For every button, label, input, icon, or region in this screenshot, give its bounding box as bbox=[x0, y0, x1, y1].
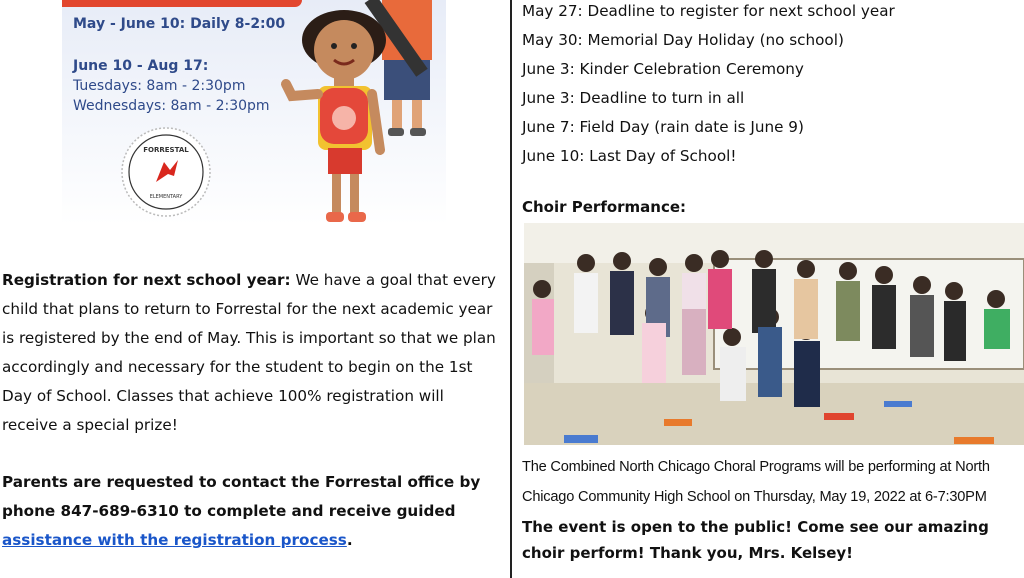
contact-paragraph bbox=[2, 468, 502, 555]
svg-text:ELEMENTARY: ELEMENTARY bbox=[149, 194, 183, 200]
forrestal-logo bbox=[120, 126, 212, 218]
important-dates-list bbox=[522, 0, 895, 171]
choir-caption: The Combined North Chicago Choral Programs will be performing at North Chicago Community High School on Thursday, May 19, 2022 at 6-7:30PM bbox=[522, 459, 990, 505]
choir-photo bbox=[524, 223, 1024, 445]
hours-summer-title: June 10 - Aug 17: bbox=[73, 58, 209, 74]
date-item: May 27: Deadline to register for next school year bbox=[522, 2, 895, 20]
hours-wednesdays: Wednesdays: 8am - 2:30pm bbox=[73, 98, 270, 114]
right-column bbox=[512, 0, 1024, 578]
registration-heading: Registration for next school year: bbox=[2, 271, 291, 289]
registration-body: We have a goal that every child that plans to return to Forrestal for the next academic year is registered by the end of May. This is important so that we plan accordingly and necessary for the student to begin on the 1st Day of School. Classes that achieve 100% registration will receive a special prize! bbox=[2, 271, 496, 434]
registration-assistance-link[interactable]: assistance with the registration process bbox=[2, 531, 347, 549]
date-item: June 3: Kinder Celebration Ceremony bbox=[522, 60, 804, 78]
flyer-banner-edge bbox=[62, 0, 302, 7]
left-column bbox=[0, 0, 510, 578]
date-item: June 10: Last Day of School! bbox=[522, 147, 737, 165]
date-item: May 30: Memorial Day Holiday (no school) bbox=[522, 31, 844, 49]
student-illustration bbox=[272, 0, 446, 225]
hours-tuesdays: Tuesdays: 8am - 2:30pm bbox=[73, 78, 246, 94]
date-item: June 7: Field Day (rain date is June 9) bbox=[522, 118, 804, 136]
registration-paragraph bbox=[2, 266, 502, 440]
summer-hours-flyer bbox=[62, 0, 446, 225]
hours-may-june: May - June 10: Daily 8-2:00 bbox=[73, 16, 286, 32]
choir-event-note: The event is open to the public! Come see our amazing choir perform! Thank you, Mrs. Kelsey! bbox=[522, 518, 989, 562]
contact-text: Parents are requested to contact the Forrestal office by phone 847-689-6310 to complete and receive guided bbox=[2, 473, 481, 520]
svg-text:FORRESTAL: FORRESTAL bbox=[143, 146, 189, 154]
contact-end: . bbox=[346, 531, 353, 549]
date-item: June 3: Deadline to turn in all bbox=[522, 89, 745, 107]
choir-title: Choir Performance: bbox=[522, 198, 687, 216]
